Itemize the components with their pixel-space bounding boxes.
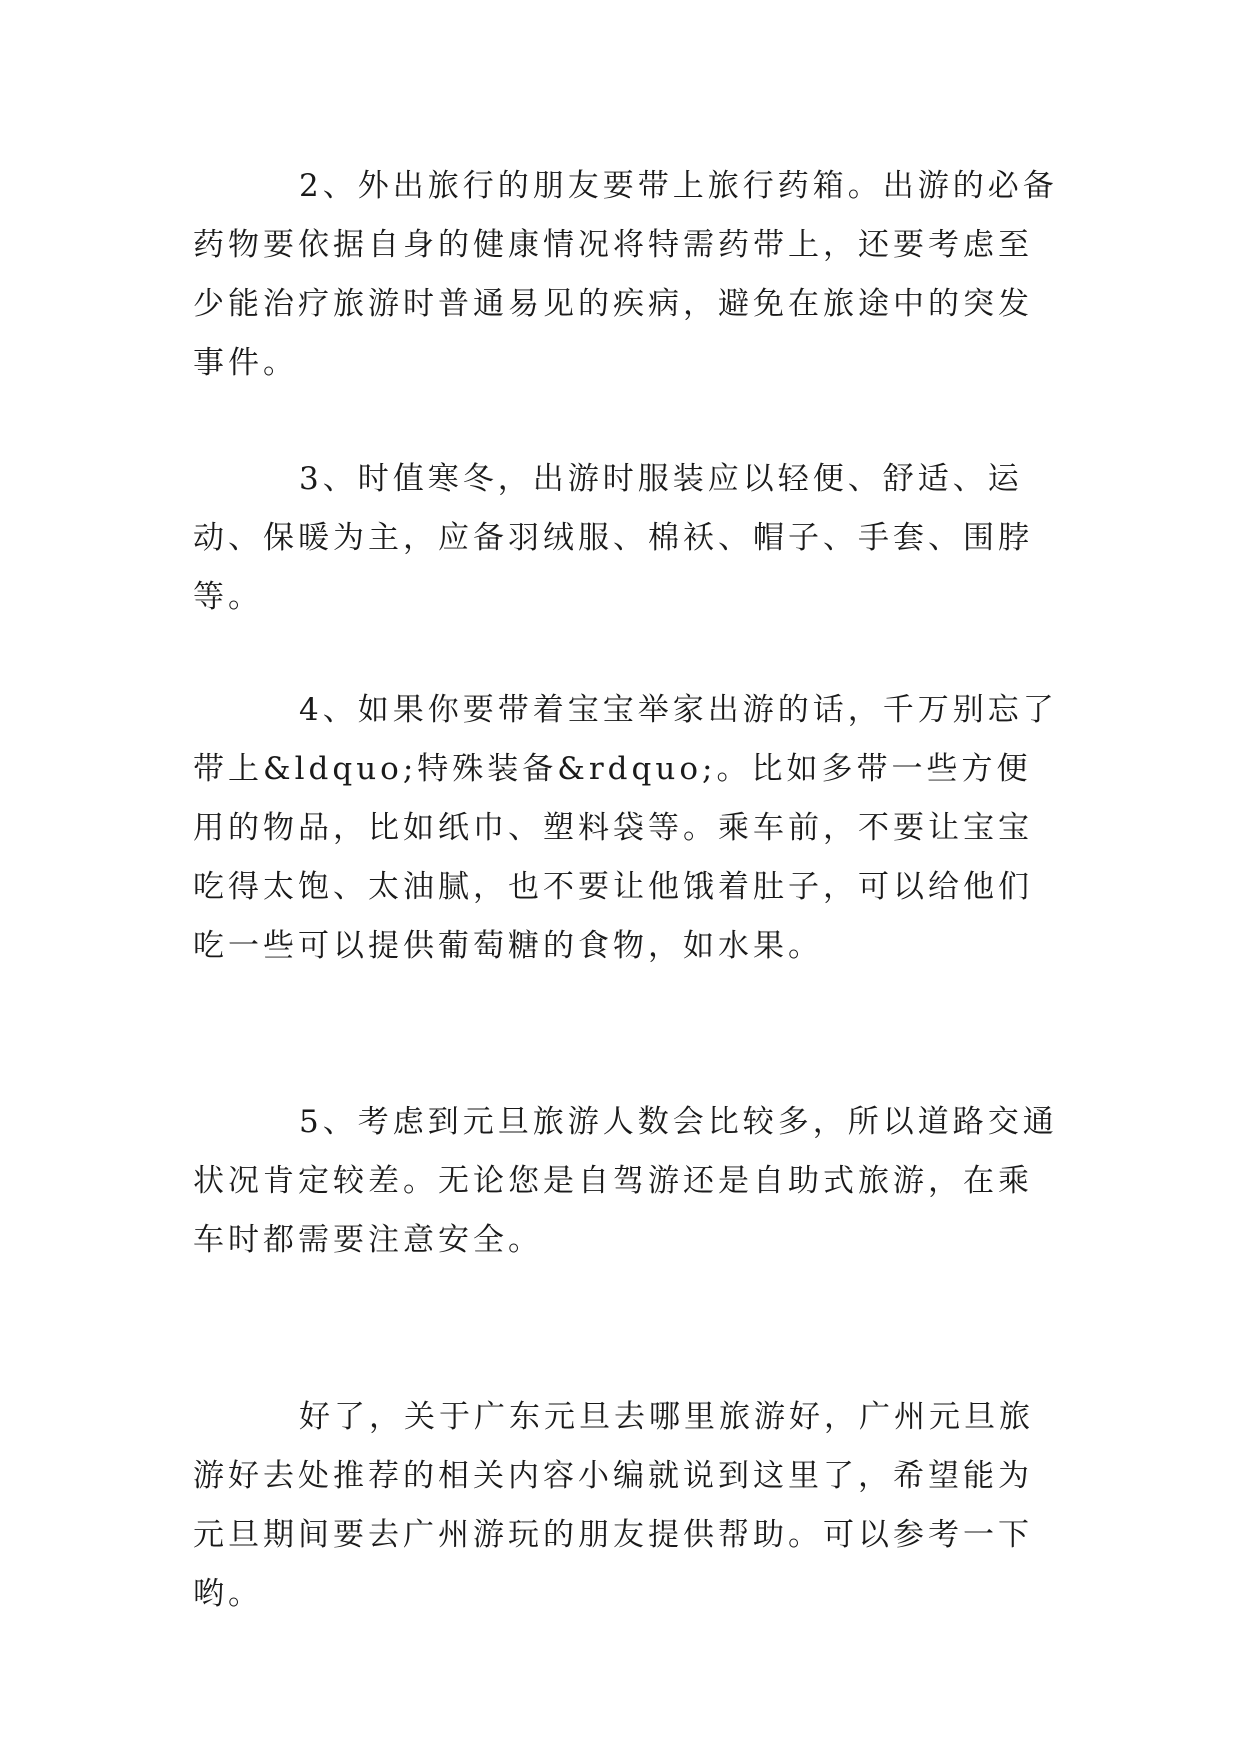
paragraph-baby-travel: 4、如果你要带着宝宝举家出游的话，千万别忘了带上&ldquo;特殊装备&rdquo;。比如多带一些方便用的物品，比如纸巾、塑料袋等。乘车前，不要让宝宝吃得太饱、太油腻，也不要让他饿着肚子，可以给他们吃一些可以提供葡萄糖的食物，如水果。	[193, 692, 1058, 964]
paragraph-winter-clothing: 3、时值寒冬，出游时服装应以轻便、舒适、运动、保暖为主，应备羽绒服、棉袄、帽子、手套、围脖等。	[193, 461, 1033, 615]
paragraph-conclusion: 好了，关于广东元旦去哪里旅游好，广州元旦旅游好去处推荐的相关内容小编就说到这里了，希望能为元旦期间要去广州游玩的朋友提供帮助。可以参考一下哟。	[193, 1399, 1034, 1612]
paragraph-traffic-safety: 5、考虑到元旦旅游人数会比较多，所以道路交通状况肯定较差。无论您是自驾游还是自助式旅游，在乘车时都需要注意安全。	[193, 1104, 1058, 1258]
paragraph-medicine-kit: 2、外出旅行的朋友要带上旅行药箱。出游的必备药物要依据自身的健康情况将特需药带上，还要考虑至少能治疗旅游时普通易见的疾病，避免在旅途中的突发事件。	[193, 168, 1058, 381]
